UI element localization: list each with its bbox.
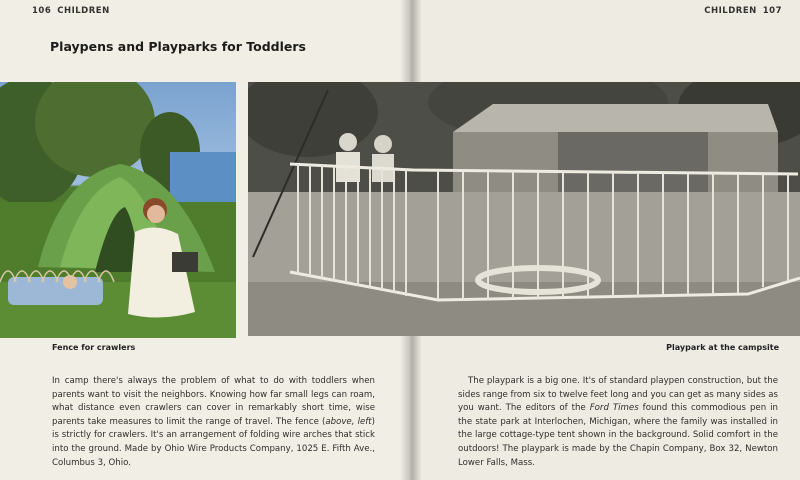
- right-running-head: [704, 6, 782, 16]
- right-page-number: 107: [762, 6, 782, 16]
- body-right-text-1: The playpark is a big one. It's of standard playpen construction, but the sides range from six to twelve feet long and you can get as many sides as you want. The editors of the: [458, 376, 778, 414]
- body-right-text-2: found this commodious pen in the state park at Interlochen, Michigan, where the family was installed in the large cottage-type tent shown in the background. Solid comfort in the outdoors! The playpark is made by the Chapin Company, Box 32, Newton Lower Falls, Mass.: [458, 403, 778, 468]
- body-left-text-1: In camp there's always the problem of what to do with toddlers when parents want to visit the neighbors. Knowing how far small legs can roam, what distance even crawlers can cover in remarkably short time, wise parents take measures to limit the range of travel. The fence (: [52, 376, 375, 427]
- right-section-label: CHILDREN: [704, 6, 757, 16]
- photo-fence-illustration: [0, 82, 236, 338]
- body-right-italic: Ford Times: [589, 403, 639, 414]
- left-page-number: 106: [32, 6, 52, 16]
- left-section-label: CHILDREN: [57, 6, 110, 16]
- left-running-head: [32, 6, 110, 16]
- article-title: Playpens and Playparks for Toddlers: [50, 39, 306, 54]
- body-paragraph-right: [458, 375, 778, 470]
- caption-fence-for-crawlers: Fence for crawlers: [52, 343, 136, 352]
- photo-fence-for-crawlers: [0, 82, 236, 338]
- body-paragraph-left: [52, 375, 375, 470]
- caption-playpark-at-campsite: Playpark at the campsite: [666, 343, 779, 352]
- photo-playpark-at-campsite: [248, 82, 800, 336]
- photo-playpark-illustration: [248, 82, 800, 336]
- body-left-italic: above, left: [325, 416, 372, 427]
- body-left-text-2: ) is strictly for crawlers. It's an arrangement of folding wire arches that stick into the ground. Made by Ohio Wire Products Company, 1025 E. Fifth Ave., Columbus 3, Ohio.: [52, 416, 376, 468]
